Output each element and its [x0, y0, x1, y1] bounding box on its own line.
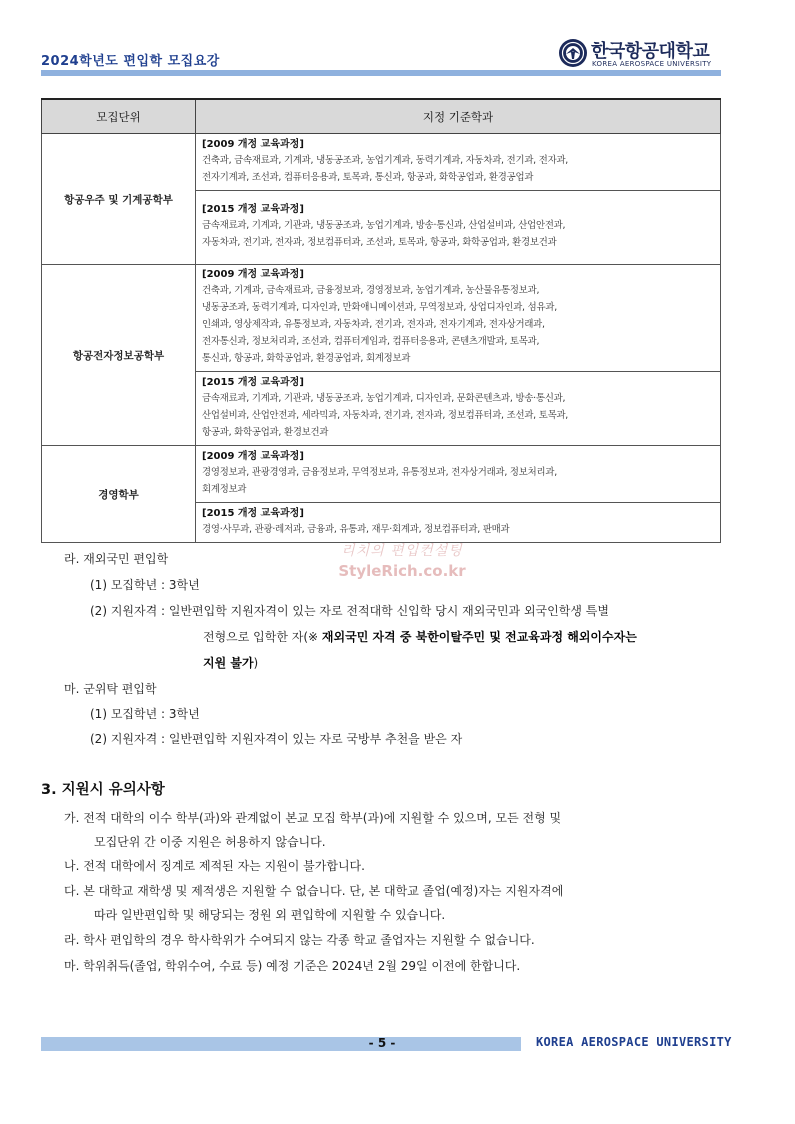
curriculum-cell [196, 191, 721, 265]
department-list-line: 자동차과, 전기과, 전자과, 정보컴퓨터과, 조선과, 토목과, 항공과, 화학공업과, 환경보건과 [202, 237, 557, 248]
section-ma-heading: 마. 군위탁 편입학 [64, 682, 157, 696]
department-list-line: 금속재료과, 기계과, 기관과, 냉동공조과, 농업기계과, 디자인과, 문화콘텐츠과, 방송·통신과, [202, 392, 566, 404]
ra-note-bold-end: 지원 불가 [203, 656, 254, 670]
recruitment-unit-cell: 경영학부 [42, 446, 196, 543]
ra-note-close: ) [253, 656, 259, 670]
column-header-department: 지정 기준학과 [196, 99, 721, 134]
logo-english-name: KOREA AEROSPACE UNIVERSITY [592, 60, 712, 68]
department-list-line: 전자기계과, 조선과, 컴퓨터응용과, 토목과, 통신과, 항공과, 화학공업과, 환경공업과 [202, 171, 534, 183]
section-ra-heading: 라. 재외국민 편입학 [64, 552, 169, 566]
watermark-korean: 리치의 편입컨설팅 [341, 543, 463, 559]
department-list-line: 인쇄과, 영상제작과, 유통정보과, 자동차과, 전기과, 전자과, 전자기계과, 전자상거래과, [202, 319, 545, 330]
curriculum-cell [196, 503, 721, 543]
column-header-unit: 모집단위 [42, 99, 196, 134]
curriculum-title: [2015 개정 교육과정] [202, 204, 304, 215]
table-row [42, 265, 721, 372]
recruitment-unit-cell: 항공우주 및 기계공학부 [42, 134, 196, 265]
department-list-line: 금속재료과, 기계과, 기관과, 냉동공조과, 농업기계과, 방송·통신과, 산업설비과, 산업안전과, [202, 220, 566, 231]
notice-ga-line-1: 가. 전적 대학의 이수 학부(과)와 관계없이 본교 모집 학부(과)에 지원할 수 있으며, 모든 전형 및 [64, 811, 562, 825]
page-header-title: 2024학년도 편입학 모집요강 [41, 54, 220, 69]
section-ra-item-2-cont [203, 629, 637, 645]
department-list-line: 통신과, 항공과, 화학공업과, 환경공업과, 회계정보과 [202, 353, 411, 364]
table-header-row [42, 99, 721, 134]
department-list-line: 건축과, 금속재료과, 기계과, 냉동공조과, 농업기계과, 동력기계과, 자동차과, 전기과, 전자과, [202, 154, 569, 166]
department-list-line: 전자통신과, 정보처리과, 조선과, 컴퓨터게임과, 컴퓨터응용과, 콘텐츠개발과, 토목과, [202, 336, 540, 347]
section-ma-item-1: (1) 모집학년 : 3학년 [90, 707, 200, 721]
department-list-line: 항공과, 화학공업과, 환경보건과 [202, 426, 329, 438]
section-ra-item-1: (1) 모집학년 : 3학년 [90, 578, 200, 592]
university-logo [558, 36, 723, 72]
table-row [42, 446, 721, 503]
curriculum-title: [2009 개정 교육과정] [202, 450, 304, 462]
curriculum-title: [2009 개정 교육과정] [202, 138, 304, 150]
page-number: - 5 - [368, 1036, 396, 1050]
department-list-line: 건축과, 기계과, 금속재료과, 금융정보과, 경영정보과, 농업기계과, 농산물유통정보과, [202, 285, 540, 296]
logo-korean-name: 한국항공대학교 [591, 41, 710, 62]
curriculum-cell [196, 446, 721, 503]
notice-na: 나. 전적 대학에서 징계로 제적된 자는 지원이 불가합니다. [64, 859, 365, 873]
notice-da-line-1: 다. 본 대학교 재학생 및 제적생은 지원할 수 없습니다. 단, 본 대학교 졸업(예정)자는 지원자격에 [64, 884, 564, 898]
curriculum-title: [2015 개정 교육과정] [202, 376, 304, 388]
curriculum-title: [2015 개정 교육과정] [202, 507, 304, 519]
ra-note-bold: 재외국민 자격 중 북한이탈주민 및 전교육과정 해외이수자는 [321, 630, 637, 644]
curriculum-title: [2009 개정 교육과정] [202, 269, 304, 280]
footer-bar [41, 1037, 521, 1051]
section-ma-item-2: (2) 지원자격 : 일반편입학 지원자격이 있는 자로 국방부 추천을 받은 자 [90, 732, 463, 746]
watermark [322, 540, 482, 590]
section-ra-item-2-end [203, 655, 258, 671]
department-list-line: 산업설비과, 산업안전과, 세라믹과, 자동차과, 전기과, 전자과, 정보컴퓨터과, 조선과, 토목과, [202, 409, 569, 421]
watermark-url: StyleRich.co.kr [338, 562, 466, 580]
notice-ga-line-2: 모집단위 간 이중 지원은 허용하지 않습니다. [94, 835, 326, 849]
table-row [42, 134, 721, 191]
section-ra-item-2: (2) 지원자격 : 일반편입학 지원자격이 있는 자로 전적대학 신입학 당시 재외국민과 외국인학생 특별 [90, 604, 609, 618]
curriculum-cell [196, 265, 721, 372]
footer-university-name: KOREA AEROSPACE UNIVERSITY [536, 1035, 732, 1049]
designated-departments-table [41, 98, 721, 543]
ra-note-plain: 전형으로 입학한 자(※ [203, 630, 322, 644]
curriculum-cell [196, 372, 721, 446]
university-seal-icon [558, 38, 588, 68]
recruitment-unit-cell: 항공전자정보공학부 [42, 265, 196, 446]
department-list-line: 경영정보과, 관광경영과, 금융정보과, 무역정보과, 유통정보과, 전자상거래과, 정보처리과, [202, 466, 557, 478]
notice-da-line-2: 따라 일반편입학 및 해당되는 정원 외 편입학에 지원할 수 있습니다. [94, 908, 446, 922]
section-3-title: 3. 지원시 유의사항 [41, 782, 165, 798]
notice-ma: 마. 학위취득(졸업, 학위수여, 수료 등) 예정 기준은 2024년 2월 29일 이전에 한합니다. [64, 959, 521, 973]
department-list-line: 회계정보과 [202, 483, 247, 495]
department-list-line: 경영·사무과, 관광·레저과, 금융과, 유통과, 재무·회계과, 정보컴퓨터과, 판매과 [202, 523, 510, 535]
department-list-line: 냉동공조과, 동력기계과, 디자인과, 만화애니메이션과, 무역정보과, 상업디자인과, 섬유과, [202, 302, 557, 313]
curriculum-cell [196, 134, 721, 191]
notice-ra: 라. 학사 편입학의 경우 학사학위가 수여되지 않는 각종 학교 졸업자는 지원할 수 없습니다. [64, 933, 535, 947]
